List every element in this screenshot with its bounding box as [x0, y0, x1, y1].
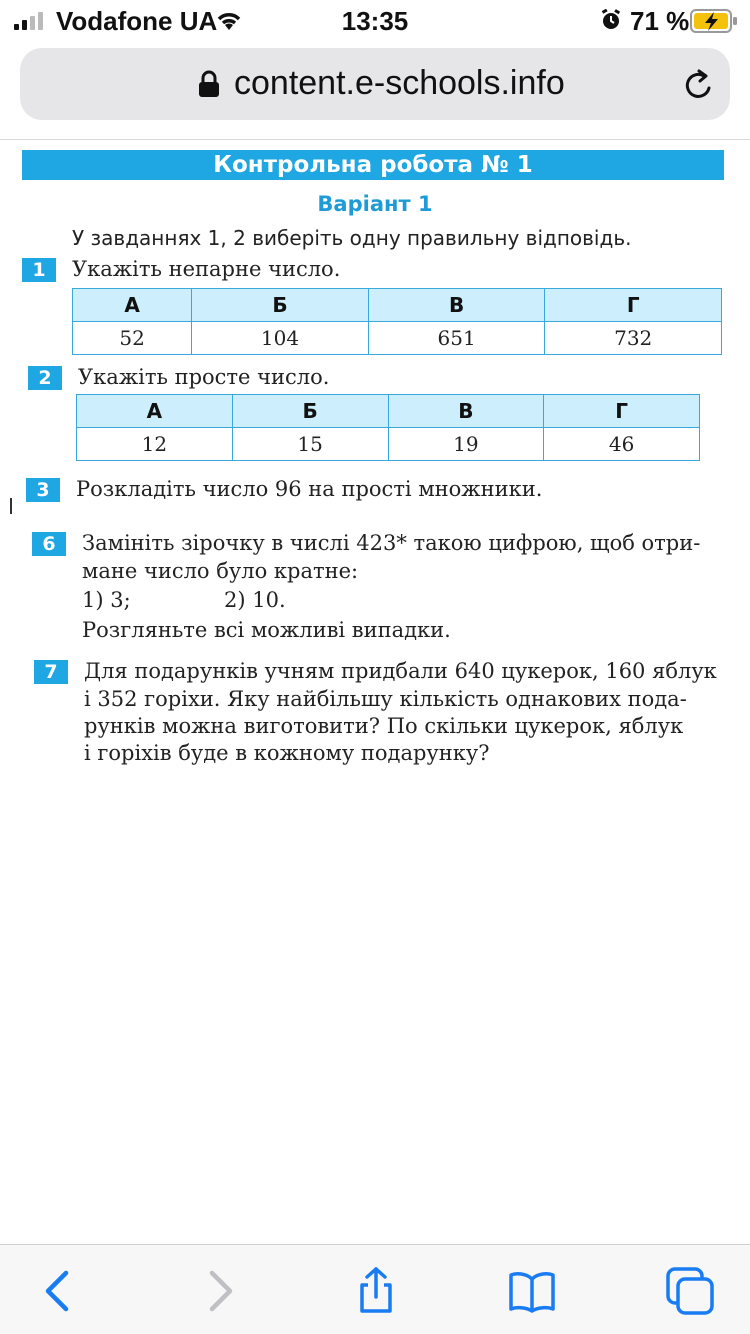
- task-text-line: рунків можна виготовити? По скільки цукерок, яблук: [84, 714, 684, 738]
- forward-icon[interactable]: [196, 1267, 244, 1315]
- table-row: [77, 428, 700, 461]
- instruction-text: У завданнях 1, 2 виберіть одну правильну відповідь.: [72, 226, 632, 250]
- bookmarks-icon[interactable]: [508, 1267, 556, 1315]
- task-text: Укажіть непарне число.: [72, 257, 341, 281]
- option-header: Г: [545, 289, 722, 322]
- option-value: 15: [232, 428, 388, 461]
- status-bar: [0, 0, 750, 42]
- back-icon[interactable]: [34, 1267, 82, 1315]
- browser-toolbar: [0, 1244, 750, 1334]
- option-header: Г: [544, 395, 700, 428]
- share-icon[interactable]: [352, 1267, 400, 1315]
- url-text[interactable]: content.e-schools.info: [234, 64, 565, 102]
- text-cursor: [10, 498, 12, 514]
- option-header: Б: [232, 395, 388, 428]
- option-value: 46: [544, 428, 700, 461]
- option-header: А: [73, 289, 192, 322]
- carrier-name: Vodafone UA: [56, 6, 218, 36]
- address-bar[interactable]: [20, 48, 730, 120]
- document-page: [0, 140, 750, 1244]
- option-header: А: [77, 395, 233, 428]
- task-number-badge: 2: [28, 366, 62, 390]
- option-header: В: [368, 289, 545, 322]
- task-text-line: і 352 горіхи. Яку найбільшу кількість однакових пода-: [84, 687, 687, 711]
- task-subitem: 1) 3;: [82, 588, 131, 612]
- task-number-badge: 6: [32, 532, 66, 556]
- option-value: 52: [73, 322, 192, 355]
- option-value: 104: [192, 322, 369, 355]
- task-number-badge: 7: [34, 660, 68, 684]
- option-value: 12: [77, 428, 233, 461]
- answer-options-table: [72, 288, 722, 355]
- task-text-line: мане число було кратне:: [82, 559, 359, 583]
- option-header: В: [388, 395, 544, 428]
- option-value: 732: [545, 322, 722, 355]
- task-text-line: і горіхів буде в кожному подарунку?: [84, 741, 490, 765]
- task-number-badge: 3: [26, 478, 60, 502]
- option-value: 19: [388, 428, 544, 461]
- option-value: 651: [368, 322, 545, 355]
- task-text: Розкладіть число 96 на прості множники.: [76, 477, 543, 501]
- task-number-badge: 1: [22, 258, 56, 282]
- task-text-line: Розгляньте всі можливі випадки.: [82, 618, 451, 642]
- task-text-line: Для подарунків учням придбали 640 цукерок, 160 яблук: [84, 659, 717, 683]
- option-header: Б: [192, 289, 369, 322]
- task-subitem: 2) 10.: [224, 588, 286, 612]
- table-row: [73, 322, 722, 355]
- browser-address-area: [0, 42, 750, 140]
- variant-heading: Варіант 1: [317, 192, 433, 216]
- table-header-row: [73, 289, 722, 322]
- battery-charging-icon: [690, 8, 738, 34]
- task-text-line: Замініть зірочку в числі 423* такою цифрою, щоб отри-: [82, 531, 701, 555]
- answer-options-table: [76, 394, 700, 461]
- alarm-icon: [600, 9, 622, 31]
- task-text: Укажіть просте число.: [78, 365, 330, 389]
- reload-icon[interactable]: [682, 68, 716, 102]
- page-title: Контрольна робота № 1: [22, 150, 724, 180]
- table-header-row: [77, 395, 700, 428]
- battery-percent: 71 %: [630, 6, 690, 36]
- lock-icon: [198, 70, 220, 98]
- clock: 13:35: [341, 6, 409, 36]
- tabs-icon[interactable]: [666, 1267, 714, 1315]
